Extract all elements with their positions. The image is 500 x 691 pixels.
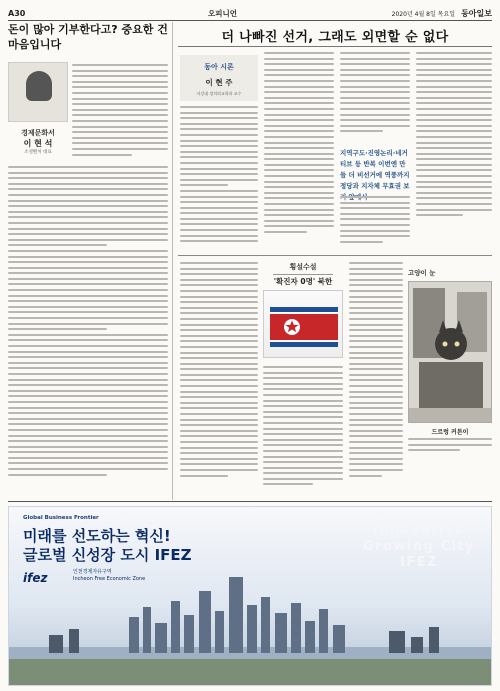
author-label: 경제문화서	[21, 129, 55, 137]
side-article-title: '확진자 0명' 북한	[273, 277, 333, 286]
page-number: A30	[8, 8, 26, 18]
ifez-logo-sub1: 인천경제자유구역	[73, 569, 112, 575]
side-section-tag: 횡설수설	[273, 262, 333, 275]
cartoon-label: 고양이 눈	[408, 269, 436, 277]
ifez-advertisement[interactable]	[8, 506, 492, 686]
city-skyline	[9, 577, 492, 686]
author-name: 이 현 석	[23, 139, 53, 148]
header-right	[392, 8, 492, 19]
side-body-col1	[263, 366, 343, 489]
ad-tagline-line1: Innovative	[372, 523, 466, 538]
main-body-col2	[264, 52, 334, 237]
ad-headline-line2: 글로벌 신성장 도시 IFEZ	[23, 546, 192, 564]
column-author-title: 서강대 정치외교학과 교수	[196, 91, 242, 96]
masthead: 동아일보	[461, 7, 492, 18]
ifez-logo-sub2: Incheon Free Economic Zone	[73, 576, 146, 582]
main-body-col4	[416, 52, 492, 220]
section-label: 오피니언	[208, 8, 237, 18]
main-body-col3	[340, 52, 410, 136]
left-body-top	[72, 64, 168, 159]
cartoon-photo	[408, 281, 492, 423]
left-body	[8, 166, 168, 479]
flag-illustration	[264, 291, 344, 359]
publication-date: 2020년 4월 8일 목요일	[391, 10, 456, 18]
main-subhead: 지역구도·진영논리·네거티브 등 반복 이번엔 만들 더 비선거에 역풍까지 정당과 지자체 무효권 보	[340, 149, 410, 190]
column-label: 동아 시론	[204, 63, 234, 71]
author-face	[26, 71, 52, 101]
cartoon-caption-body	[408, 438, 492, 455]
section-rule	[178, 255, 492, 256]
ad-tagline-line3: IFEZ	[399, 555, 439, 570]
cartoon-caption: 드르렁 커튼이	[431, 429, 469, 436]
ifez-logo: ifez	[23, 571, 48, 585]
column-byline	[180, 55, 258, 101]
north-korea-flag-image	[263, 290, 343, 358]
main-headline-rule	[178, 46, 492, 47]
page-header	[8, 6, 492, 20]
main-headline: 더 나빠진 선거, 그래도 외면할 순 없다	[221, 30, 449, 45]
column-author: 이 현 주	[205, 78, 233, 87]
header-rule	[8, 20, 492, 21]
lower-body-col1	[180, 262, 258, 480]
ad-kicker: Global Business Frontier	[23, 515, 99, 521]
author-title: 소셜벤처 대표	[24, 150, 52, 155]
left-headline: 돈이 많아 기부한다고? 중요한 건 마음입니다	[8, 23, 168, 51]
ad-tagline	[349, 523, 489, 571]
author-photo	[8, 62, 68, 122]
main-body-col1	[180, 106, 258, 246]
column-divider	[172, 22, 173, 500]
ad-headline-line1: 미래를 선도하는 혁신!	[23, 527, 171, 545]
ad-headline	[23, 527, 192, 565]
ad-rule	[8, 501, 492, 502]
cartoon-illustration	[409, 282, 492, 423]
side-body-col2	[349, 262, 403, 480]
main-body-col3-lower	[340, 196, 410, 246]
ad-tagline-line2: Growing City	[362, 539, 476, 554]
